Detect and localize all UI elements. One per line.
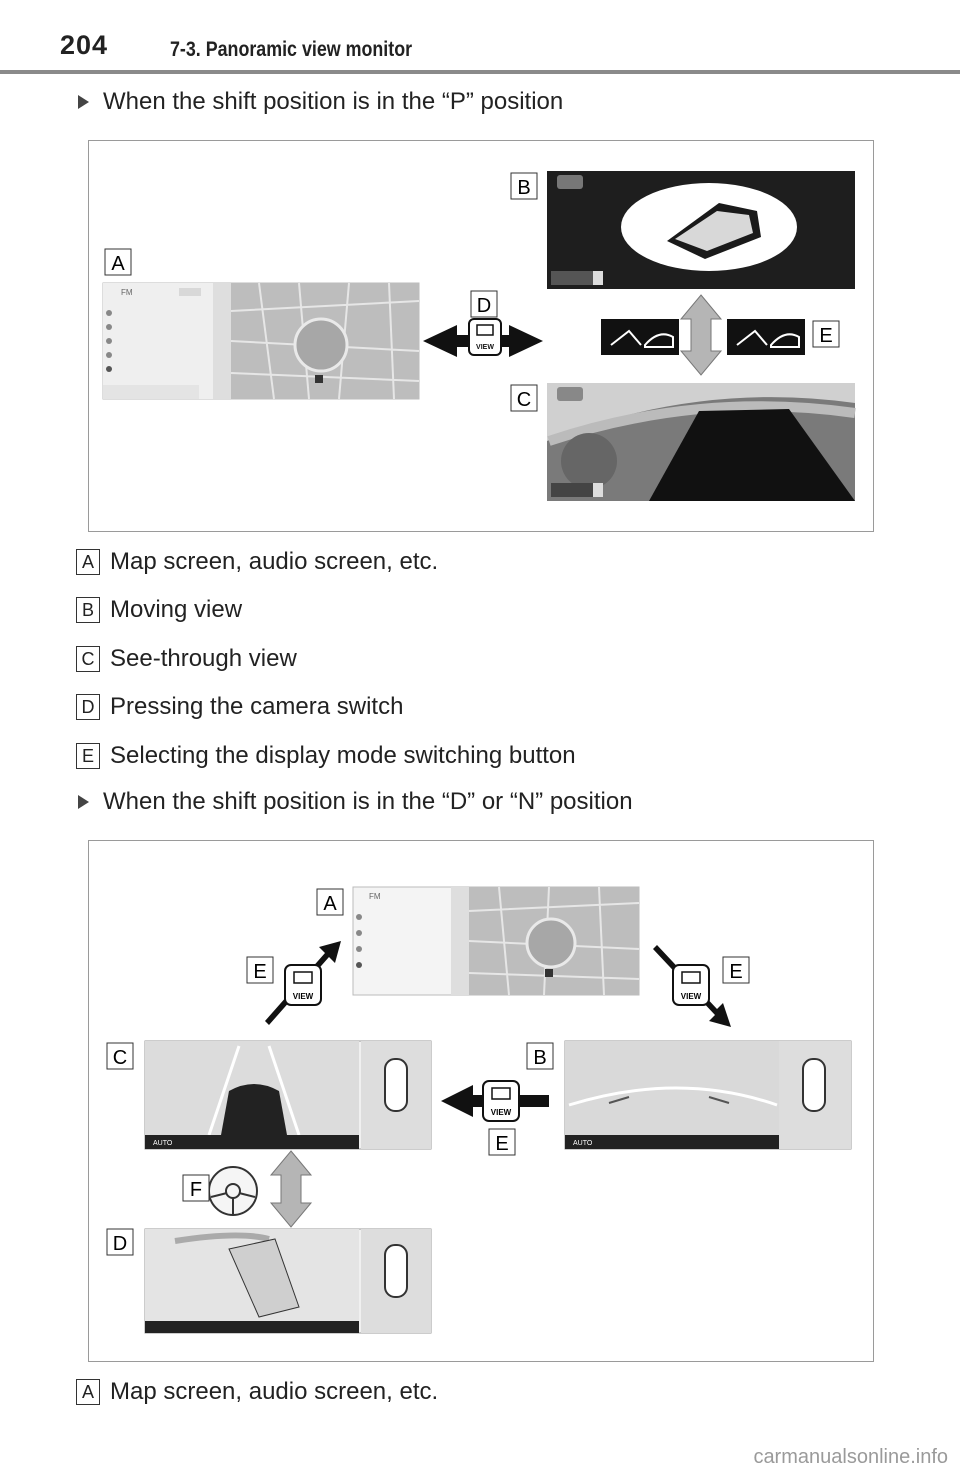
svg-text:D: D: [112, 1233, 128, 1255]
page-number: 204: [60, 30, 109, 60]
svg-text:VIEW: VIEW: [490, 1108, 512, 1117]
view-button-label: VIEW: [292, 992, 314, 1001]
front-wide-view-screen: [145, 1041, 431, 1149]
svg-text:D: D: [476, 295, 492, 317]
callout-d: [471, 291, 497, 317]
band-label: FM: [121, 288, 133, 297]
auto-label: AUTO: [153, 1140, 173, 1147]
svg-text:F: F: [189, 1179, 203, 1201]
view-button-label: VIEW: [476, 344, 494, 351]
header-rule: [0, 70, 960, 74]
see-through-view-screen: [547, 383, 855, 501]
vertical-double-arrow-icon: [271, 1151, 311, 1227]
callout-e: [813, 321, 839, 347]
figure-dn-position: [88, 840, 874, 1362]
callout-a: [317, 889, 343, 915]
callout-e-right: [723, 957, 749, 983]
legend2-item-a: A Map screen, audio screen, etc.: [76, 1378, 438, 1406]
svg-text:C: C: [112, 1047, 128, 1069]
callout-a: [105, 249, 131, 275]
legend-item-d: D Pressing the camera switch: [76, 693, 403, 721]
watermark: carmanualsonline.info: [753, 1446, 948, 1468]
svg-text:VIEW: VIEW: [680, 992, 702, 1001]
svg-text:C: C: [516, 389, 532, 411]
bullet-p-position: [78, 88, 563, 116]
bullet-text: When the shift position is in the “P” position: [103, 88, 564, 115]
callout-b: [527, 1043, 553, 1069]
bullet-dn-position: [78, 788, 633, 816]
callout-d: [107, 1229, 133, 1255]
callout-e-center: [489, 1129, 515, 1155]
figure-p-position: [88, 140, 874, 532]
svg-text:E: E: [819, 325, 833, 347]
arrow-to-map: [265, 941, 341, 1025]
camera-switch: [423, 319, 543, 357]
camera-switch: [441, 1081, 549, 1121]
legend-item-b: B Moving view: [76, 596, 242, 624]
svg-text:B: B: [533, 1047, 547, 1069]
callout-f: [183, 1175, 209, 1201]
rear-wide-view-screen: [565, 1041, 851, 1149]
map-audio-screen: [353, 887, 639, 995]
svg-text:AUTO: AUTO: [573, 1140, 593, 1147]
vertical-double-arrow-icon: [681, 295, 721, 375]
bullet-text: When the shift position is in the “D” or “N” position: [103, 788, 633, 815]
callout-e-left: [247, 957, 273, 983]
legend-item-c: C See-through view: [76, 645, 297, 673]
svg-text:E: E: [253, 961, 267, 983]
svg-text:B: B: [517, 177, 531, 199]
steering-wheel-icon: [209, 1167, 257, 1215]
legend-item-e: E Selecting the display mode switching button: [76, 742, 576, 770]
svg-text:A: A: [323, 893, 337, 915]
legend-item-a: A Map screen, audio screen, etc.: [76, 548, 438, 576]
callout-c: [107, 1043, 133, 1069]
svg-text:E: E: [495, 1133, 509, 1155]
arrow-from-map: [653, 945, 731, 1027]
band-label: FM: [369, 892, 381, 901]
svg-text:A: A: [111, 253, 125, 275]
moving-view-screen: [547, 171, 855, 289]
svg-text:E: E: [729, 961, 743, 983]
triangle-bullet-icon: [78, 795, 89, 809]
callout-b: [511, 173, 537, 199]
triangle-bullet-icon: [78, 95, 89, 109]
callout-c: [511, 385, 537, 411]
section-title: 7-3. Panoramic view monitor: [170, 38, 413, 61]
map-audio-screen: [103, 283, 419, 399]
moving-top-view-screen: [145, 1229, 431, 1333]
